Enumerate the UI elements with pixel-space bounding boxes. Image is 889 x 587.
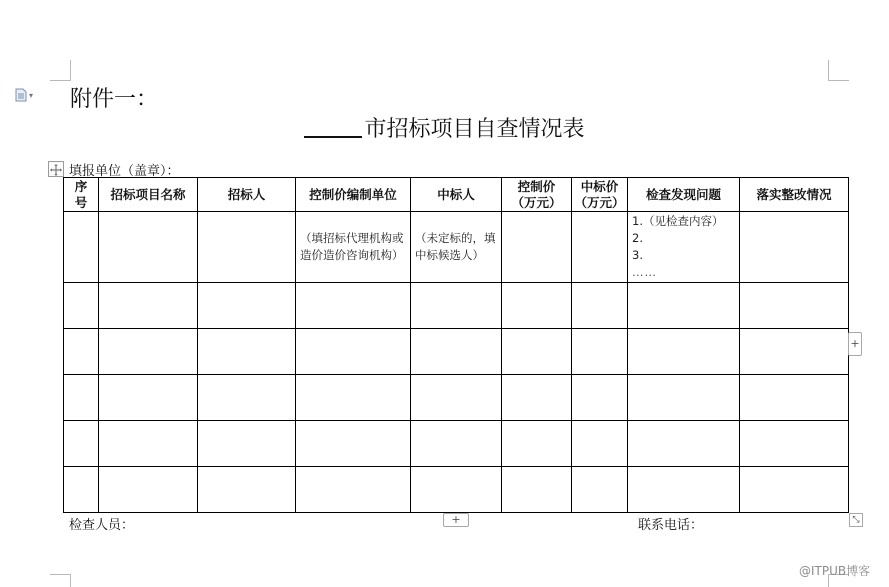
table-row: [64, 375, 849, 421]
table-cell[interactable]: [572, 283, 628, 329]
header-rectification: 落实整改情况: [740, 178, 849, 212]
table-cell[interactable]: [740, 283, 849, 329]
winner-note[interactable]: （未定标的，填中标候选人）: [411, 212, 502, 283]
list-item: 2.: [632, 231, 643, 245]
table-header-row: [64, 178, 849, 212]
table-cell[interactable]: [99, 283, 198, 329]
table-cell[interactable]: [740, 375, 849, 421]
resize-icon[interactable]: ⤡: [849, 513, 863, 527]
table-cell[interactable]: [198, 375, 296, 421]
table-cell[interactable]: [628, 329, 740, 375]
table-cell[interactable]: [99, 212, 198, 283]
table-cell[interactable]: [740, 212, 849, 283]
table-row: [64, 467, 849, 513]
table-cell[interactable]: [99, 421, 198, 467]
header-project-name: 招标项目名称: [99, 178, 198, 212]
table-cell[interactable]: [296, 421, 411, 467]
header-issues: 检查发现问题: [628, 178, 740, 212]
table-cell[interactable]: [99, 375, 198, 421]
list-item: 1.（见检查内容）: [632, 214, 724, 228]
table-cell[interactable]: [411, 467, 502, 513]
issues-list[interactable]: [628, 212, 740, 283]
unit-label: 填报单位（盖章）：: [69, 164, 180, 179]
document-icon[interactable]: [14, 88, 28, 102]
table-move-handle[interactable]: [48, 161, 64, 177]
table-cell[interactable]: [502, 212, 572, 283]
title-blank: [304, 114, 362, 138]
table-cell[interactable]: [411, 375, 502, 421]
add-row-button[interactable]: +: [443, 513, 469, 527]
title-text: 市招标项目自查情况表: [364, 117, 585, 142]
list-item: 3.: [632, 248, 643, 262]
table-cell[interactable]: [628, 421, 740, 467]
table-cell[interactable]: [740, 467, 849, 513]
table-cell[interactable]: [64, 375, 99, 421]
header-control-price: 控制价 （万元）: [502, 178, 572, 212]
control-unit-note[interactable]: （填招标代理机构或造价造价咨询机构）: [296, 212, 411, 283]
table-cell[interactable]: [64, 421, 99, 467]
table-cell[interactable]: [198, 421, 296, 467]
table-cell[interactable]: [99, 329, 198, 375]
add-column-button[interactable]: +: [848, 332, 862, 356]
table-cell[interactable]: [502, 421, 572, 467]
page-corner-bottom-left: [50, 574, 71, 587]
table-cell[interactable]: [296, 329, 411, 375]
table-cell[interactable]: [628, 467, 740, 513]
table-row: [64, 212, 849, 283]
page-title: [0, 112, 889, 143]
page-corner-top-left: [50, 60, 71, 81]
annex-label: 附件一：: [70, 87, 159, 112]
table-cell[interactable]: [740, 329, 849, 375]
table-cell[interactable]: [628, 283, 740, 329]
table-row: [64, 329, 849, 375]
header-winner: 中标人: [411, 178, 502, 212]
table-cell[interactable]: [740, 421, 849, 467]
chevron-down-icon[interactable]: ▾: [29, 91, 34, 100]
table-row: [64, 283, 849, 329]
list-item: ……: [632, 265, 657, 279]
table-cell[interactable]: [296, 283, 411, 329]
header-bid-price: 中标价 （万元）: [572, 178, 628, 212]
page-corner-top-right: [828, 60, 849, 81]
table-cell[interactable]: [411, 421, 502, 467]
table-cell[interactable]: [198, 283, 296, 329]
table-cell[interactable]: [198, 329, 296, 375]
phone-label: 联系电话：: [638, 518, 704, 533]
header-tenderer: 招标人: [198, 178, 296, 212]
watermark: @ITPUB博客: [799, 564, 871, 578]
table-cell[interactable]: [198, 212, 296, 283]
table-cell[interactable]: [198, 467, 296, 513]
table-cell[interactable]: [502, 329, 572, 375]
table-cell[interactable]: [628, 375, 740, 421]
table-cell[interactable]: [502, 283, 572, 329]
table-cell[interactable]: [64, 283, 99, 329]
table-cell[interactable]: [572, 212, 628, 283]
table-cell[interactable]: [64, 212, 99, 283]
table-cell[interactable]: [411, 283, 502, 329]
table-cell[interactable]: [572, 421, 628, 467]
move-icon: [49, 163, 63, 177]
table-cell[interactable]: [572, 467, 628, 513]
table-row: [64, 421, 849, 467]
table-cell[interactable]: [572, 329, 628, 375]
inspector-label: 检查人员：: [69, 518, 135, 533]
header-seq: 序 号: [64, 178, 99, 212]
table-cell[interactable]: [64, 467, 99, 513]
table-cell[interactable]: [296, 375, 411, 421]
table-cell[interactable]: [502, 467, 572, 513]
table-cell[interactable]: [99, 467, 198, 513]
table-cell[interactable]: [296, 467, 411, 513]
table-cell[interactable]: [64, 329, 99, 375]
inspection-table: [63, 177, 849, 513]
table-cell[interactable]: [502, 375, 572, 421]
table-cell[interactable]: [411, 329, 502, 375]
table-cell[interactable]: [572, 375, 628, 421]
header-control-unit: 控制价编制单位: [296, 178, 411, 212]
